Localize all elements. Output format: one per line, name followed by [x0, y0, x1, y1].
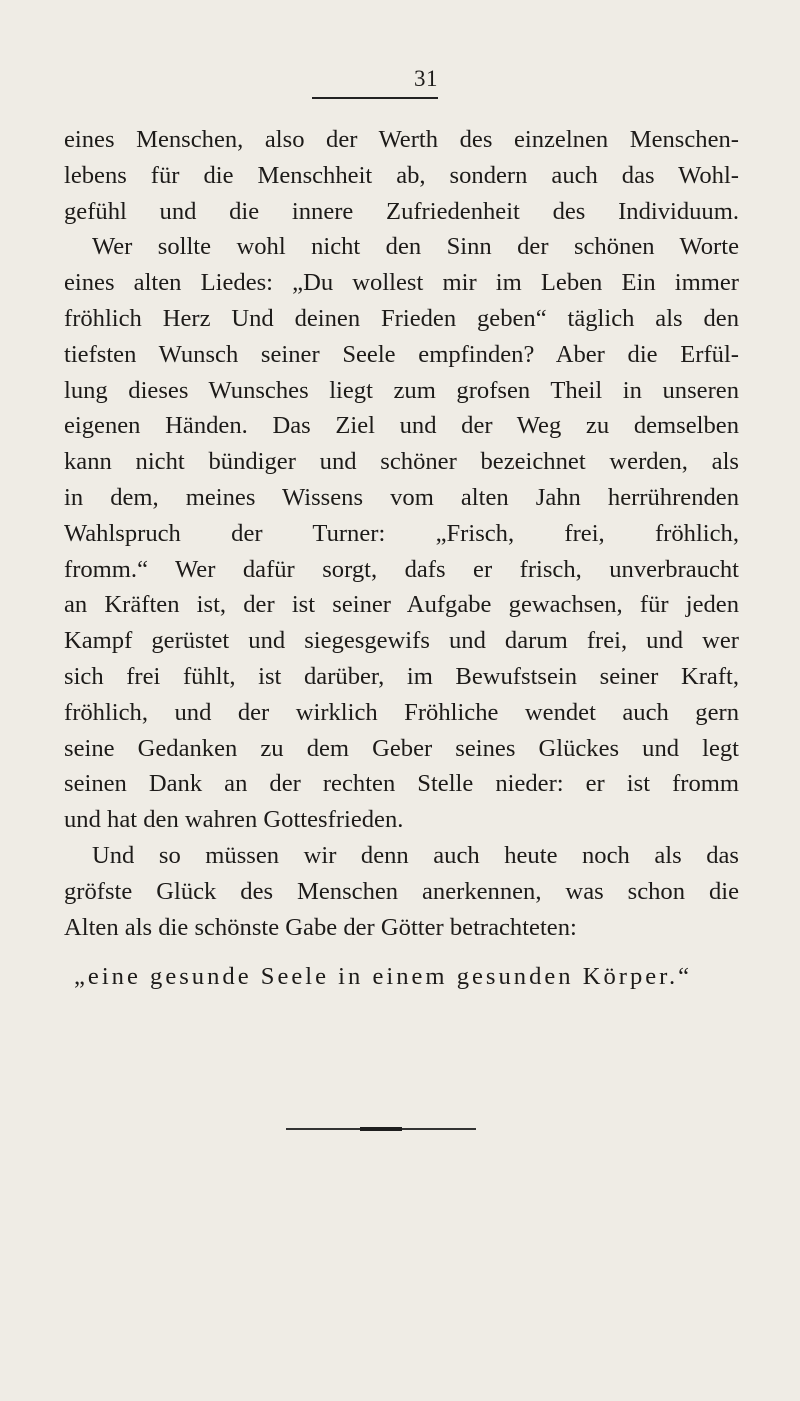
- text-line: kann nicht bündiger und schöner bezeichnet werden, als: [64, 448, 739, 476]
- text-line: tiefsten Wunsch seiner Seele empfinden? Aber die Erfül-: [64, 340, 739, 368]
- quotation-line: „eine gesunde Seele in einem gesunden Körper.“: [74, 963, 693, 991]
- text-line: Wer sollte wohl nicht den Sinn der schönen Worte: [92, 233, 739, 261]
- text-line: Kampf gerüstet und siegesgewifs und darum frei, und wer: [64, 627, 739, 655]
- end-rule-ornament: [360, 1127, 402, 1131]
- text-line: eines Menschen, also der Werth des einzelnen Menschen-: [64, 126, 739, 153]
- text-line: Alten als die schönste Gabe der Götter betrachteten:: [64, 913, 577, 941]
- text-line: eigenen Händen. Das Ziel und der Weg zu demselben: [64, 412, 739, 440]
- text-line: seinen Dank an der rechten Stelle nieder: er ist fromm: [64, 770, 739, 798]
- text-line: fromm.“ Wer dafür sorgt, dafs er frisch, unverbraucht: [64, 555, 739, 583]
- text-line: lebens für die Menschheit ab, sondern auch das Wohl-: [64, 161, 739, 189]
- text-line: fröhlich Herz Und deinen Frieden geben“ täglich als den: [64, 304, 739, 332]
- text-line: in dem, meines Wissens vom alten Jahn herrührenden: [64, 483, 739, 511]
- text-line: lung dieses Wunsches liegt zum grofsen Theil in unseren: [64, 376, 739, 404]
- text-line: fröhlich, und der wirklich Fröhliche wendet auch gern: [64, 698, 739, 726]
- text-line: und hat den wahren Gottesfrieden.: [64, 806, 404, 834]
- body-text: [64, 122, 739, 995]
- text-line: sich frei fühlt, ist darüber, im Bewufstsein seiner Kraft,: [64, 662, 739, 690]
- text-line: Und so müssen wir denn auch heute noch als das: [92, 841, 739, 869]
- page-number-rule: [312, 97, 438, 99]
- text-line: eines alten Liedes: „Du wollest mir im Leben Ein immer: [64, 269, 739, 297]
- text-line: an Kräften ist, der ist seiner Aufgabe gewachsen, für jeden: [64, 591, 739, 619]
- text-line: gröfste Glück des Menschen anerkennen, was schon die: [64, 877, 739, 905]
- page-number: 31: [414, 66, 438, 91]
- text-line: Wahlspruch der Turner: „Frisch, frei, fröhlich,: [64, 519, 739, 547]
- text-line: seine Gedanken zu dem Geber seines Glückes und legt: [64, 734, 739, 762]
- text-line: gefühl und die innere Zufriedenheit des Individuum.: [64, 197, 739, 225]
